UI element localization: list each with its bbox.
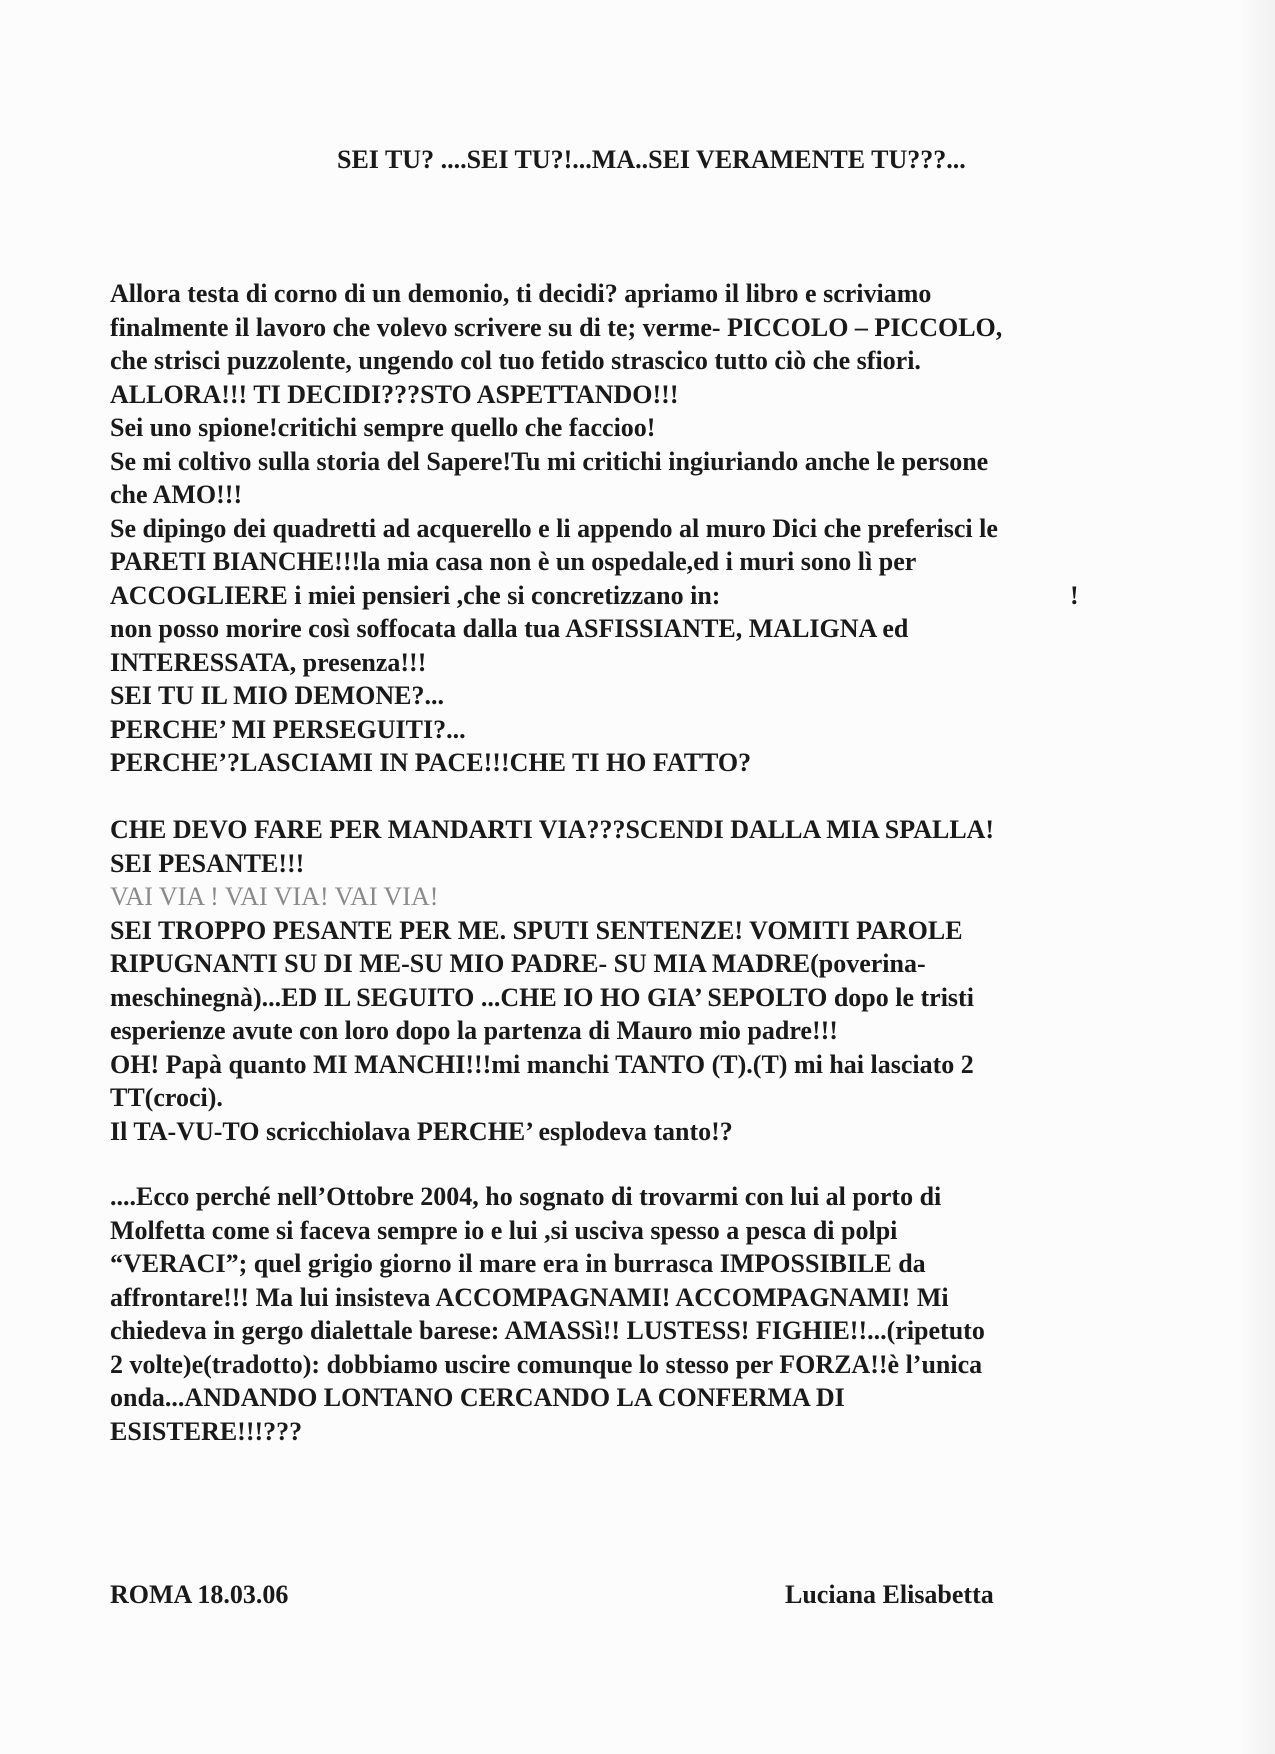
- text-line: chiedeva in gergo dialettale barese: AMASSì!! LUSTESS! FIGHIE!!...(ripetuto: [110, 1316, 985, 1345]
- text-line: che strisci puzzolente, ungendo col tuo fetido strascico tutto ciò che sfiori.: [110, 346, 921, 375]
- text-line: non posso morire così soffocata dalla tua ASFISSIANTE, MALIGNA ed: [110, 614, 909, 643]
- text-line: 2 volte)e(tradotto): dobbiamo uscire comunque lo stesso per FORZA!!è l’unica: [110, 1349, 983, 1379]
- text-line: che AMO!!!: [110, 480, 243, 509]
- paragraph-3: [110, 1180, 1130, 1448]
- text-line: meschinegnà)...ED IL SEGUITO ...CHE IO HO GIA’ SEPOLTO dopo le tristi: [110, 982, 974, 1012]
- text-line: esperienze avute con loro dopo la partenza di Mauro mio padre!!!: [110, 1016, 838, 1045]
- exclamation-mark: !: [1070, 580, 1079, 610]
- text-line: Allora testa di corno di un demonio, ti decidi? apriamo il libro e scriviamo: [110, 279, 932, 308]
- text-line: ....Ecco perché nell’Ottobre 2004, ho sognato di trovarmi con lui al porto di: [110, 1182, 942, 1211]
- paragraph-2: [110, 813, 1130, 1148]
- text-line: CHE DEVO FARE PER MANDARTI VIA???SCENDI DALLA MIA SPALLA!: [110, 815, 995, 844]
- paragraph-1: [110, 277, 1130, 780]
- text-line: SEI PESANTE!!!: [110, 848, 305, 878]
- page-edge-shadow: [1239, 0, 1275, 1754]
- text-line-with-mark: [110, 579, 1130, 613]
- text-line: Molfetta come si faceva sempre io e lui ,si usciva spesso a pesca di polpi: [110, 1215, 898, 1245]
- text-line-grey: VAI VIA ! VAI VIA! VAI VIA!: [110, 882, 439, 911]
- text-line: RIPUGNANTI SU DI ME-SU MIO PADRE- SU MIA MADRE(poverina-: [110, 949, 926, 978]
- text-line: OH! Papà quanto MI MANCHI!!!mi manchi TANTO (T).(T) mi hai lasciato 2: [110, 1049, 974, 1079]
- text-line: Se mi coltivo sulla storia del Sapere!Tu mi critichi ingiuriando anche le persone: [110, 446, 989, 476]
- place-date: ROMA 18.03.06: [110, 1580, 289, 1609]
- text-line: PERCHE’?LASCIAMI IN PACE!!!CHE TI HO FATTO?: [110, 748, 752, 777]
- text-line: ACCOGLIERE i miei pensieri ,che si concretizzano in:: [110, 580, 721, 610]
- text-line: finalmente il lavoro che volevo scrivere su di te; verme- PICCOLO – PICCOLO,: [110, 312, 1003, 342]
- text-line: Il TA-VU-TO scricchiolava PERCHE’ esplodeva tanto!?: [110, 1116, 733, 1146]
- text-line: Se dipingo dei quadretti ad acquerello e li appendo al muro Dici che preferisci le: [110, 513, 998, 543]
- author-name: Luciana Elisabetta: [785, 1580, 994, 1609]
- text-line: PARETI BIANCHE!!!la mia casa non è un ospedale,ed i muri sono lì per: [110, 547, 917, 576]
- document-title: SEI TU? ....SEI TU?!...MA..SEI VERAMENTE TU???...: [337, 145, 966, 174]
- text-line: SEI TU IL MIO DEMONE?...: [110, 681, 444, 710]
- text-line: onda...ANDANDO LONTANO CERCANDO LA CONFERMA DI: [110, 1383, 845, 1412]
- text-line: affrontare!!! Ma lui insisteva ACCOMPAGNAMI! ACCOMPAGNAMI! Mi: [110, 1282, 949, 1312]
- text-line: INTERESSATA, presenza!!!: [110, 647, 427, 677]
- text-line: Sei uno spione!critichi sempre quello che faccioo!: [110, 413, 656, 442]
- text-line: PERCHE’ MI PERSEGUITI?...: [110, 714, 466, 744]
- text-line: “VERACI”; quel grigio giorno il mare era in burrasca IMPOSSIBILE da: [110, 1249, 926, 1278]
- text-line: ALLORA!!! TI DECIDI???STO ASPETTANDO!!!: [110, 379, 679, 409]
- text-line: SEI TROPPO PESANTE PER ME. SPUTI SENTENZE! VOMITI PAROLE: [110, 915, 963, 945]
- text-line: TT(croci).: [110, 1083, 223, 1112]
- text-line: ESISTERE!!!???: [110, 1416, 303, 1446]
